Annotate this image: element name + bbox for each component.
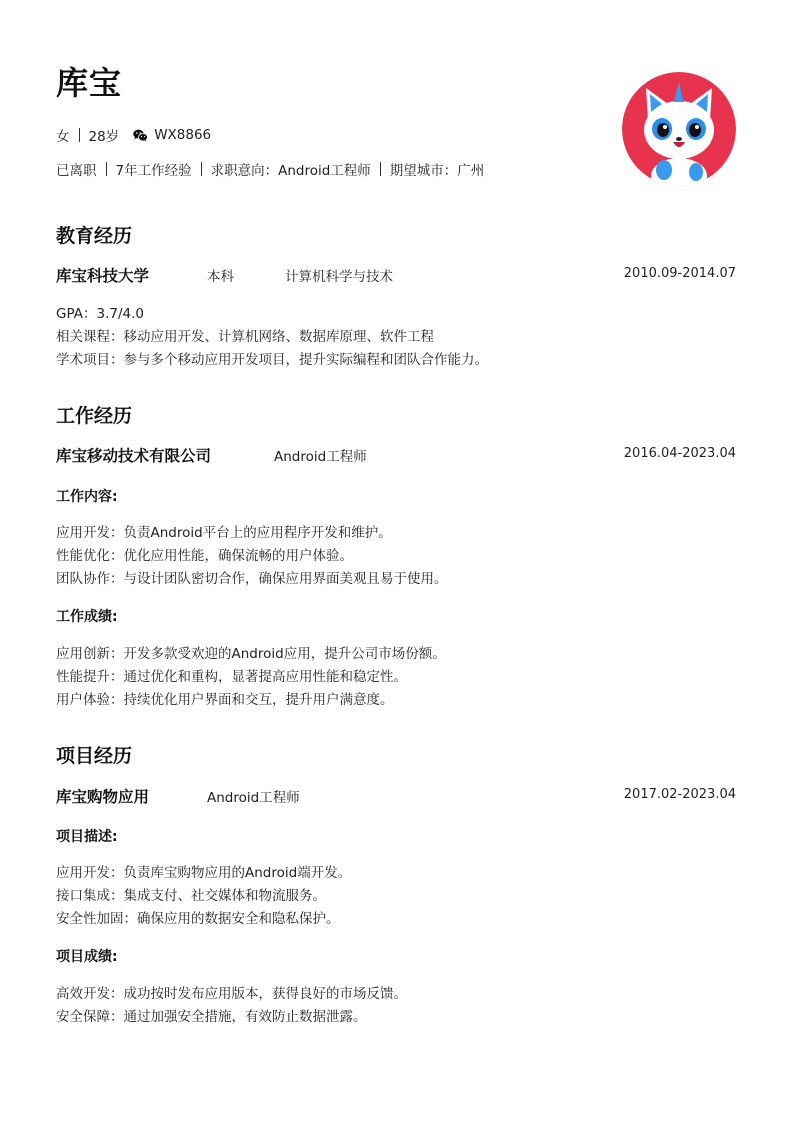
- job-status-line: [56, 159, 484, 179]
- school-name: 库宝科技大学: [56, 267, 150, 285]
- project-results-title: 项目成绩:: [56, 949, 118, 965]
- degree: 本科: [207, 269, 234, 285]
- candidate-name: 库宝: [56, 64, 123, 102]
- divider: [201, 162, 202, 176]
- employment-status: 已离职: [56, 163, 97, 179]
- divider: [79, 128, 80, 142]
- work-content-item: 性能优化：优化应用性能，确保流畅的用户体验。: [56, 548, 353, 564]
- education-period: 2010.09-2014.07: [623, 266, 736, 281]
- work-content-item: 团队协作：与设计团队密切合作，确保应用界面美观且易于使用。: [56, 571, 448, 587]
- project-role: Android工程师: [207, 790, 300, 806]
- wechat-icon: [133, 129, 148, 142]
- education-section-title: 教育经历: [56, 225, 133, 247]
- project-desc-item: 安全性加固：确保应用的数据安全和隐私保护。: [56, 911, 340, 927]
- project-desc-item: 应用开发：负责库宝购物应用的Android端开发。: [56, 865, 352, 881]
- project-period: 2017.02-2023.04: [623, 787, 736, 802]
- basic-info-line: [56, 125, 211, 145]
- work-section-title: 工作经历: [56, 405, 133, 427]
- work-content-title: 工作内容:: [56, 489, 118, 505]
- job-role: Android工程师: [274, 449, 367, 465]
- education-detail: GPA：3.7/4.0: [56, 306, 144, 322]
- project-result-item: 高效开发：成功按时发布应用版本，获得良好的市场反馈。: [56, 986, 407, 1002]
- project-result-item: 安全保障：通过加强安全措施，有效防止数据泄露。: [56, 1009, 367, 1025]
- desired-city: 期望城市：广州: [389, 163, 485, 179]
- work-period: 2016.04-2023.04: [623, 446, 736, 461]
- work-result-item: 用户体验：持续优化用户界面和交互，提升用户满意度。: [56, 692, 394, 708]
- project-name: 库宝购物应用: [56, 788, 150, 806]
- divider: [106, 162, 107, 176]
- work-experience: 7年工作经验: [115, 163, 192, 179]
- major: 计算机科学与技术: [285, 269, 393, 285]
- age: 28岁: [88, 129, 120, 145]
- project-desc-item: 接口集成：集成支付、社交媒体和物流服务。: [56, 888, 326, 904]
- education-detail: 相关课程：移动应用开发、计算机网络、数据库原理、软件工程: [56, 329, 434, 345]
- gender: 女: [56, 129, 70, 145]
- work-result-item: 应用创新：开发多款受欢迎的Android应用，提升公司市场份额。: [56, 646, 446, 662]
- project-desc-title: 项目描述:: [56, 829, 118, 845]
- work-content-item: 应用开发：负责Android平台上的应用程序开发和维护。: [56, 525, 392, 541]
- divider: [380, 162, 381, 176]
- company-name: 库宝移动技术有限公司: [56, 447, 212, 465]
- education-detail: 学术项目：参与多个移动应用开发项目，提升实际编程和团队合作能力。: [56, 352, 488, 368]
- job-intention: 求职意向：Android工程师: [210, 163, 371, 179]
- wechat-id: WX8866: [154, 127, 212, 143]
- avatar: [622, 72, 736, 186]
- work-result-item: 性能提升：通过优化和重构，显著提高应用性能和稳定性。: [56, 669, 407, 685]
- project-section-title: 项目经历: [56, 745, 133, 767]
- work-results-title: 工作成绩:: [56, 609, 118, 625]
